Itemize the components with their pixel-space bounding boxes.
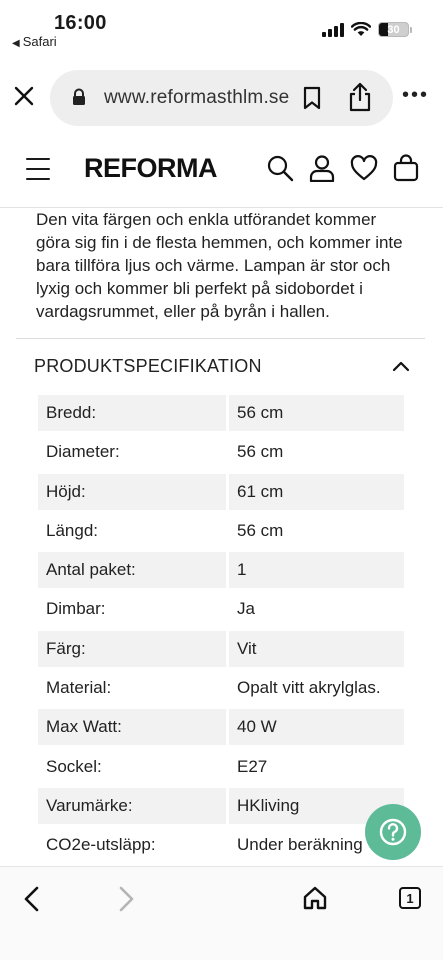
spec-row <box>38 552 404 591</box>
status-time: 16:00 <box>54 12 107 34</box>
heart-icon[interactable] <box>350 154 378 182</box>
spec-label: Bredd: <box>38 395 226 431</box>
spec-label: Max Watt: <box>38 709 226 745</box>
home-icon[interactable] <box>302 885 328 911</box>
spec-label: Sockel: <box>46 756 102 776</box>
site-header <box>0 140 443 208</box>
menu-icon[interactable] <box>26 158 50 180</box>
spec-row <box>38 434 404 473</box>
search-icon[interactable] <box>266 154 294 182</box>
spec-value: 1 <box>229 552 404 588</box>
cart-icon[interactable] <box>392 154 420 182</box>
wifi-icon <box>351 22 371 37</box>
battery-level: 30 <box>387 23 400 36</box>
help-button[interactable] <box>365 804 421 860</box>
spec-label: Höjd: <box>38 474 226 510</box>
section-divider <box>16 338 425 339</box>
share-icon[interactable] <box>348 82 372 112</box>
spec-row <box>38 513 404 552</box>
signal-icon <box>322 23 344 37</box>
status-icons <box>322 22 409 37</box>
spec-row <box>38 827 404 866</box>
spec-row <box>38 474 404 513</box>
close-icon[interactable] <box>12 84 36 108</box>
spec-label: Varumärke: <box>38 788 226 824</box>
spec-label: Dimbar: <box>46 599 106 619</box>
site-logo[interactable]: REFORMA <box>84 153 217 183</box>
spec-row <box>38 591 404 630</box>
url-text: www.reformasthlm.se <box>104 87 290 108</box>
more-icon[interactable]: ••• <box>401 84 429 106</box>
user-icon[interactable] <box>308 154 336 182</box>
spec-row <box>38 631 404 670</box>
forward-chevron-icon[interactable] <box>116 885 136 913</box>
back-chevron-icon[interactable] <box>22 885 42 913</box>
chevron-up-icon[interactable] <box>392 360 410 372</box>
product-description: Den vita färgen och enkla utförandet kommer göra sig fin i de flesta hemmen, och kommer inte bara tillföra ljus och värme. Lampan är stor och lyxig och kommer bli perfekt på sidobordet i vardagsrummet, eller på byrån i hallen. <box>36 210 403 321</box>
spec-label: Längd: <box>46 520 98 540</box>
spec-row <box>38 709 404 748</box>
spec-value: 40 W <box>229 709 404 745</box>
address-bar[interactable] <box>50 70 393 126</box>
browser-address-row <box>0 64 443 130</box>
spec-value: Vit <box>229 631 404 667</box>
spec-section-title[interactable]: PRODUKTSPECIFIKATION <box>34 356 262 376</box>
back-to-app-link[interactable] <box>12 34 57 49</box>
bookmark-icon[interactable] <box>302 86 322 110</box>
spec-value: Ja <box>237 599 255 619</box>
lock-icon <box>72 88 86 106</box>
spec-value: E27 <box>237 756 268 776</box>
back-app-label: Safari <box>22 34 57 49</box>
spec-value: 56 cm <box>229 395 404 431</box>
spec-value: 56 cm <box>237 442 284 462</box>
spec-label: Antal paket: <box>38 552 226 588</box>
spec-row <box>38 395 404 434</box>
spec-table <box>38 395 404 867</box>
spec-label: Färg: <box>38 631 226 667</box>
spec-value: 56 cm <box>237 520 284 540</box>
spec-value: Under beräkning <box>237 835 363 855</box>
status-bar <box>0 0 443 58</box>
browser-toolbar <box>0 866 443 960</box>
spec-value: 61 cm <box>229 474 404 510</box>
spec-label: CO2e-utsläpp: <box>46 835 156 855</box>
spec-row <box>38 670 404 709</box>
spec-label: Material: <box>46 678 112 698</box>
help-icon <box>378 817 408 847</box>
spec-row <box>38 788 404 827</box>
tabs-icon[interactable] <box>399 887 421 909</box>
back-triangle-icon: ◀ <box>12 38 20 49</box>
battery-icon <box>378 22 409 37</box>
spec-value: HKliving <box>229 788 404 824</box>
spec-value: Opalt vitt akrylglas. <box>237 678 381 698</box>
spec-label: Diameter: <box>46 442 120 462</box>
tabs-count: 1 <box>406 890 414 906</box>
spec-row <box>38 749 404 788</box>
